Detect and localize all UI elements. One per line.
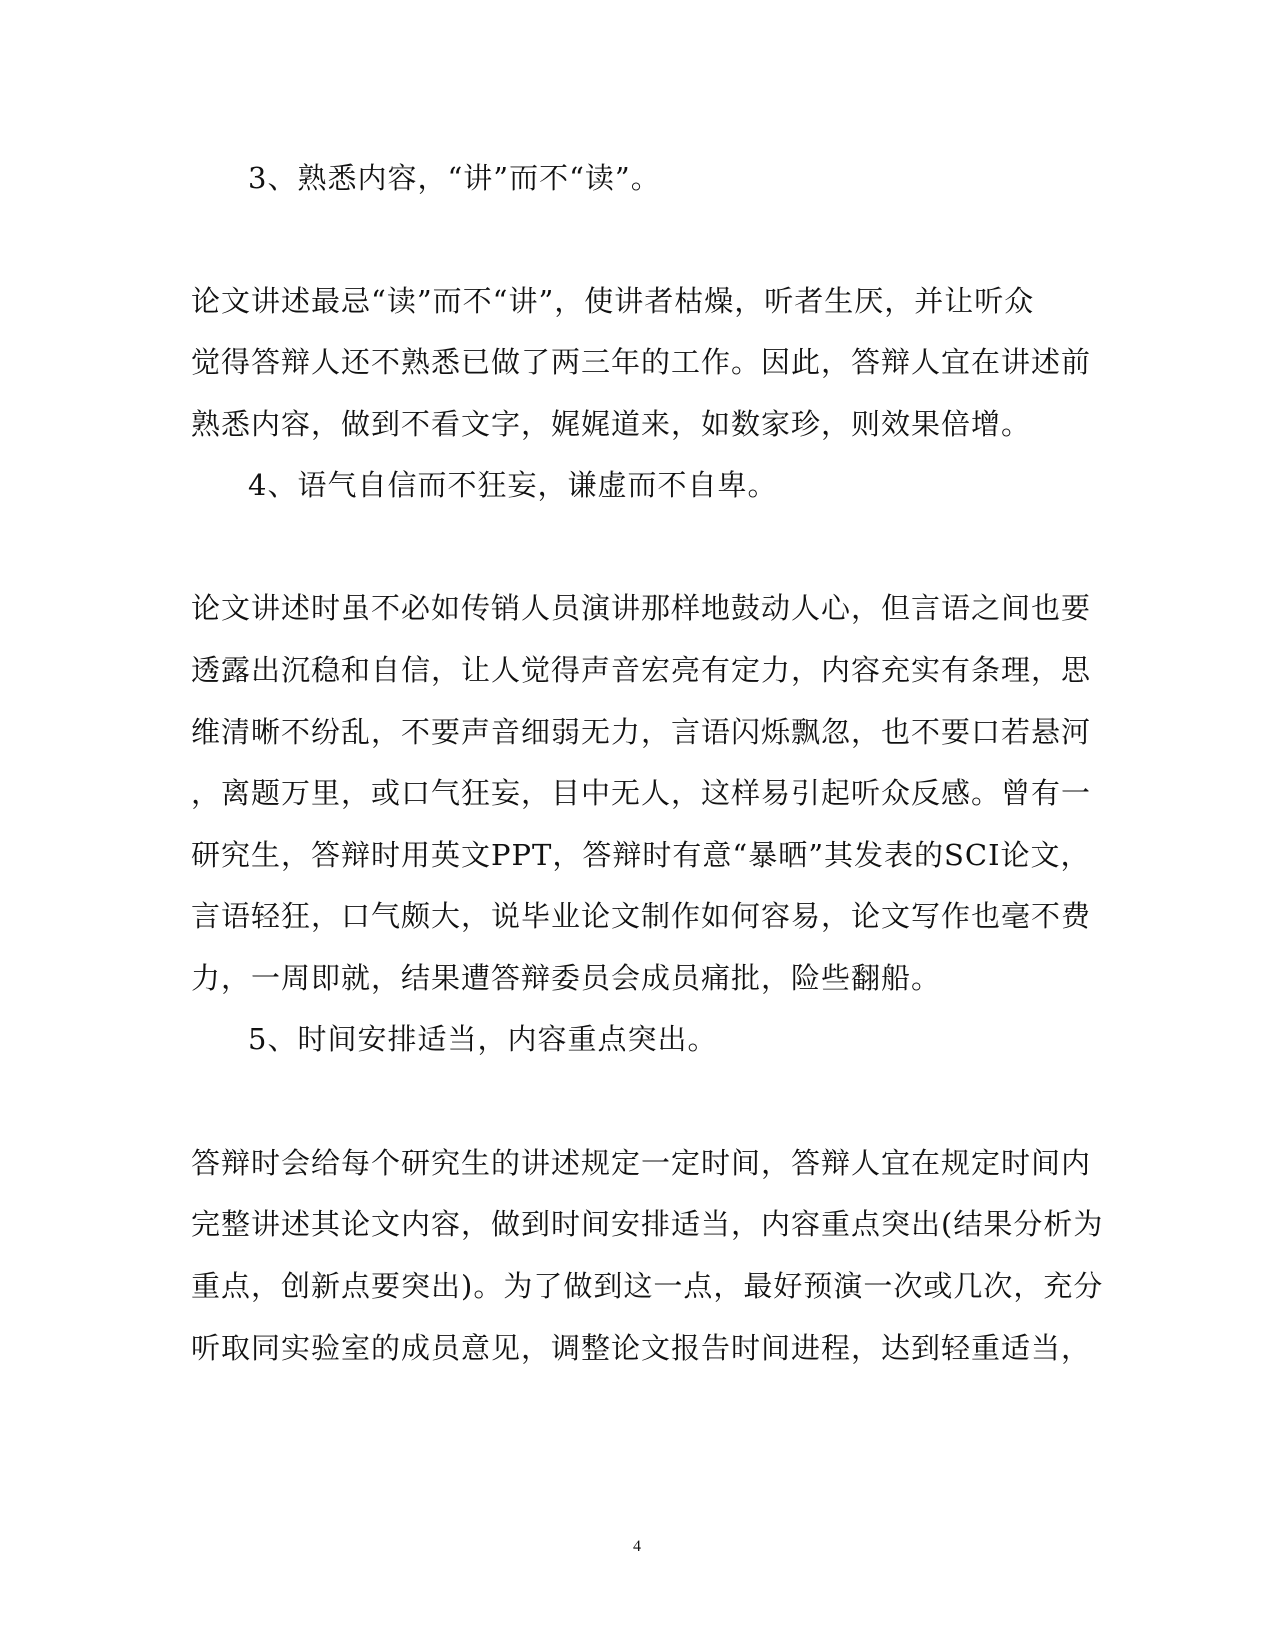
section-heading-4: 4、语气自信而不狂妄，谦虚而不自卑。 <box>248 468 778 502</box>
section-heading-5: 5、时间安排适当，内容重点突出。 <box>248 1022 718 1056</box>
paragraph-line: 透露出沉稳和自信，让人觉得声音宏亮有定力，内容充实有条理，思 <box>191 653 1092 687</box>
paragraph-line: 力，一周即就，结果遭答辩委员会成员痛批，险些翻船。 <box>191 961 942 995</box>
paragraph-line: 听取同实验室的成员意见，调整论文报告时间进程，达到轻重适当， <box>191 1331 1092 1365</box>
paragraph-line: 重点，创新点要突出)。为了做到这一点，最好预演一次或几次，充分 <box>191 1269 1104 1303</box>
paragraph-line: 研究生，答辩时用英文PPT，答辩时有意“暴晒”其发表的SCI论文， <box>191 838 1091 872</box>
paragraph-line: 熟悉内容，做到不看文字，娓娓道来，如数家珍，则效果倍增。 <box>191 407 1032 441</box>
paragraph-line: ，离题万里，或口气狂妄，目中无人，这样易引起听众反感。曾有一 <box>191 776 1092 810</box>
section-heading-3: 3、熟悉内容，“讲”而不“读”。 <box>248 161 661 195</box>
paragraph-line: 完整讲述其论文内容，做到时间安排适当，内容重点突出(结果分析为 <box>191 1207 1104 1241</box>
paragraph-line: 觉得答辩人还不熟悉已做了两三年的工作。因此，答辩人宜在讲述前 <box>191 345 1092 379</box>
paragraph-line: 言语轻狂，口气颇大，说毕业论文制作如何容易，论文写作也毫不费 <box>191 899 1092 933</box>
paragraph-line: 论文讲述时虽不必如传销人员演讲那样地鼓动人心，但言语之间也要 <box>191 591 1092 625</box>
paragraph-line: 维清晰不纷乱，不要声音细弱无力，言语闪烁飘忽，也不要口若悬河 <box>191 715 1092 749</box>
paragraph-line: 论文讲述最忌“读”而不“讲”，使讲者枯燥，听者生厌，并让听众 <box>191 284 1035 318</box>
paragraph-line: 答辩时会给每个研究生的讲述规定一定时间，答辩人宜在规定时间内 <box>191 1146 1092 1180</box>
page-number: 4 <box>633 1538 641 1555</box>
